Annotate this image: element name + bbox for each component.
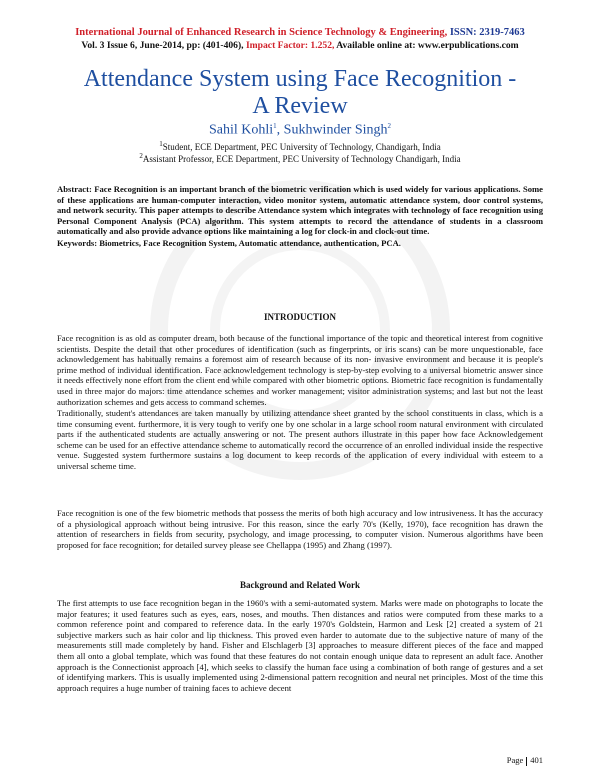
page-divider [526,757,527,766]
affiliation-1 [0,140,600,152]
affiliation-2 [0,152,600,164]
affiliation-2-text: Assistant Professor, ECE Department, PEC University of Technology Chandigarh, India [142,154,461,164]
paper-title [40,66,560,120]
intro-paragraph-1: Face recognition is as old as computer dream, both because of the functional importance of the topic and theoretical interest from cognitive scientists. Despite the detail that other procedures of identification (such as fingerprints, or iris scans) can be more unquestionable, face acknowledgement has habitually remains a foremost aim of research because of its non- invasive environment and because it is people's prime method of individual identification. Face acknowledgement technology is step-by-step evolving to a universal biometric answer since it needs effectively none effort from the client end while compared with other biometric options. Biometric face recognition is fundamentally used in three major do majors: time attendance schemes and worker management; visitor administration systems; and last but not the least authorization schemes and gets access to command schemes. [57,333,543,407]
journal-header [0,27,600,38]
affiliation-2-sup: 2 [139,152,143,160]
author-2-sup: 2 [387,122,391,130]
keywords: Keywords: Biometrics, Face Recognition System, Automatic attendance, authentication, PCA. [57,238,401,248]
affiliation-1-text: Student, ECE Department, PEC University of Technology, Chandigarh, India [162,142,441,152]
introduction-heading: INTRODUCTION [263,312,336,322]
background-heading: Background and Related Work [240,580,360,590]
intro-paragraph-2: Traditionally, student's attendances are taken manually by utilizing attendance sheet granted by the school constituents in class, which is a time consuming event. furthermore, it is very tough to verify one by one scholar in a large school room natural environment with circulated parts if the authenticated students are actually answering or not. The present authors illustrate in this paper how face Acknowledgement scheme can be used for an effective attendance scheme to automatically record the occurrence of an enrolled individual inside the respective venue. Suggested system furthermore sustains a log document to keep records of the application of every individual with esteem to a universal scheme time. [57,408,543,471]
author-list [0,122,600,139]
issue-volume: Vol. 3 Issue 6, June-2014, pp: (401-406), [81,40,246,51]
issue-line [0,40,600,51]
online-availability: Available online at: www.erpublications.com [334,40,519,51]
background-paragraph-1: The first attempts to use face recognition began in the 1960's with a semi-automated system. Marks were made on photographs to locate the major features; it used features such as eyes, ears, noses, and mouths. Then distances and ratios were computed from these marks to a common reference point and compared to reference data. In the early 1970's Goldstein, Harmon and Lesk [2] created a system of 21 subjective markers such as hair color and lip thickness. This proved even harder to automate due to the subjective nature of many of the measurements still made completely by hand. Fisher and Elschlagerb [3] approaches to measure different pieces of the face and mapped them all onto a global template, which was found that these features do not contain enough unique data to represent an adult face. Another approach is the Connectionist approach [4], which seeks to classify the human face using a combination of both range of gestures and a set of identifying markers. This is usually implemented using 2-dimensional pattern recognition and neural net principles. Most of the time this approach requires a huge number of training faces to achieve decent [57,598,543,693]
page-number: 401 [530,755,543,765]
author-1: Sahil Kohli [208,122,274,138]
title-line-2: A Review [252,93,348,119]
impact-factor: Impact Factor: 1.252, [245,40,335,51]
page-footer [507,755,543,766]
intro-paragraph-3: Face recognition is one of the few biometric methods that possess the merits of both high accuracy and low intrusiveness. It has the accuracy of a physiological approach without being intrusive. For this reason, since the early 70's (Kelly, 1970), face recognition has drawn the attention of researchers in fields from security, psychology, and image processing, to computer vision. Numerous algorithms have been proposed for face recognition; for detailed survey please see Chellappa (1995) and Zhang (1997). [57,508,543,550]
journal-issn: ISSN: 2319-7463 [449,27,525,38]
affiliation-1-sup: 1 [159,140,163,148]
journal-name: International Journal of Enhanced Research in Science Technology & Engineering, [75,27,450,38]
abstract: Abstract: Face Recognition is an important branch of the biometric verification which is used widely for various applications. Some of these applications are human-computer interaction, video monitor system, automatic attendance system, door control systems, and network security. This paper attempts to describe Attendance system which integrates with technology of face recognition using Personal Component Analysis (PCA) algorithm. This system attempts to record the attendance of students in a classroom automatically and also provide advance options like maintaining a log for clock-in and clock-out time. [57,184,543,237]
title-line-1: Attendance System using Face Recognition - [83,66,517,92]
author-separator: , [276,122,284,138]
page-label: Page [506,755,524,765]
author-2: Sukhwinder Singh [283,122,388,138]
author-1-sup: 1 [273,122,277,130]
